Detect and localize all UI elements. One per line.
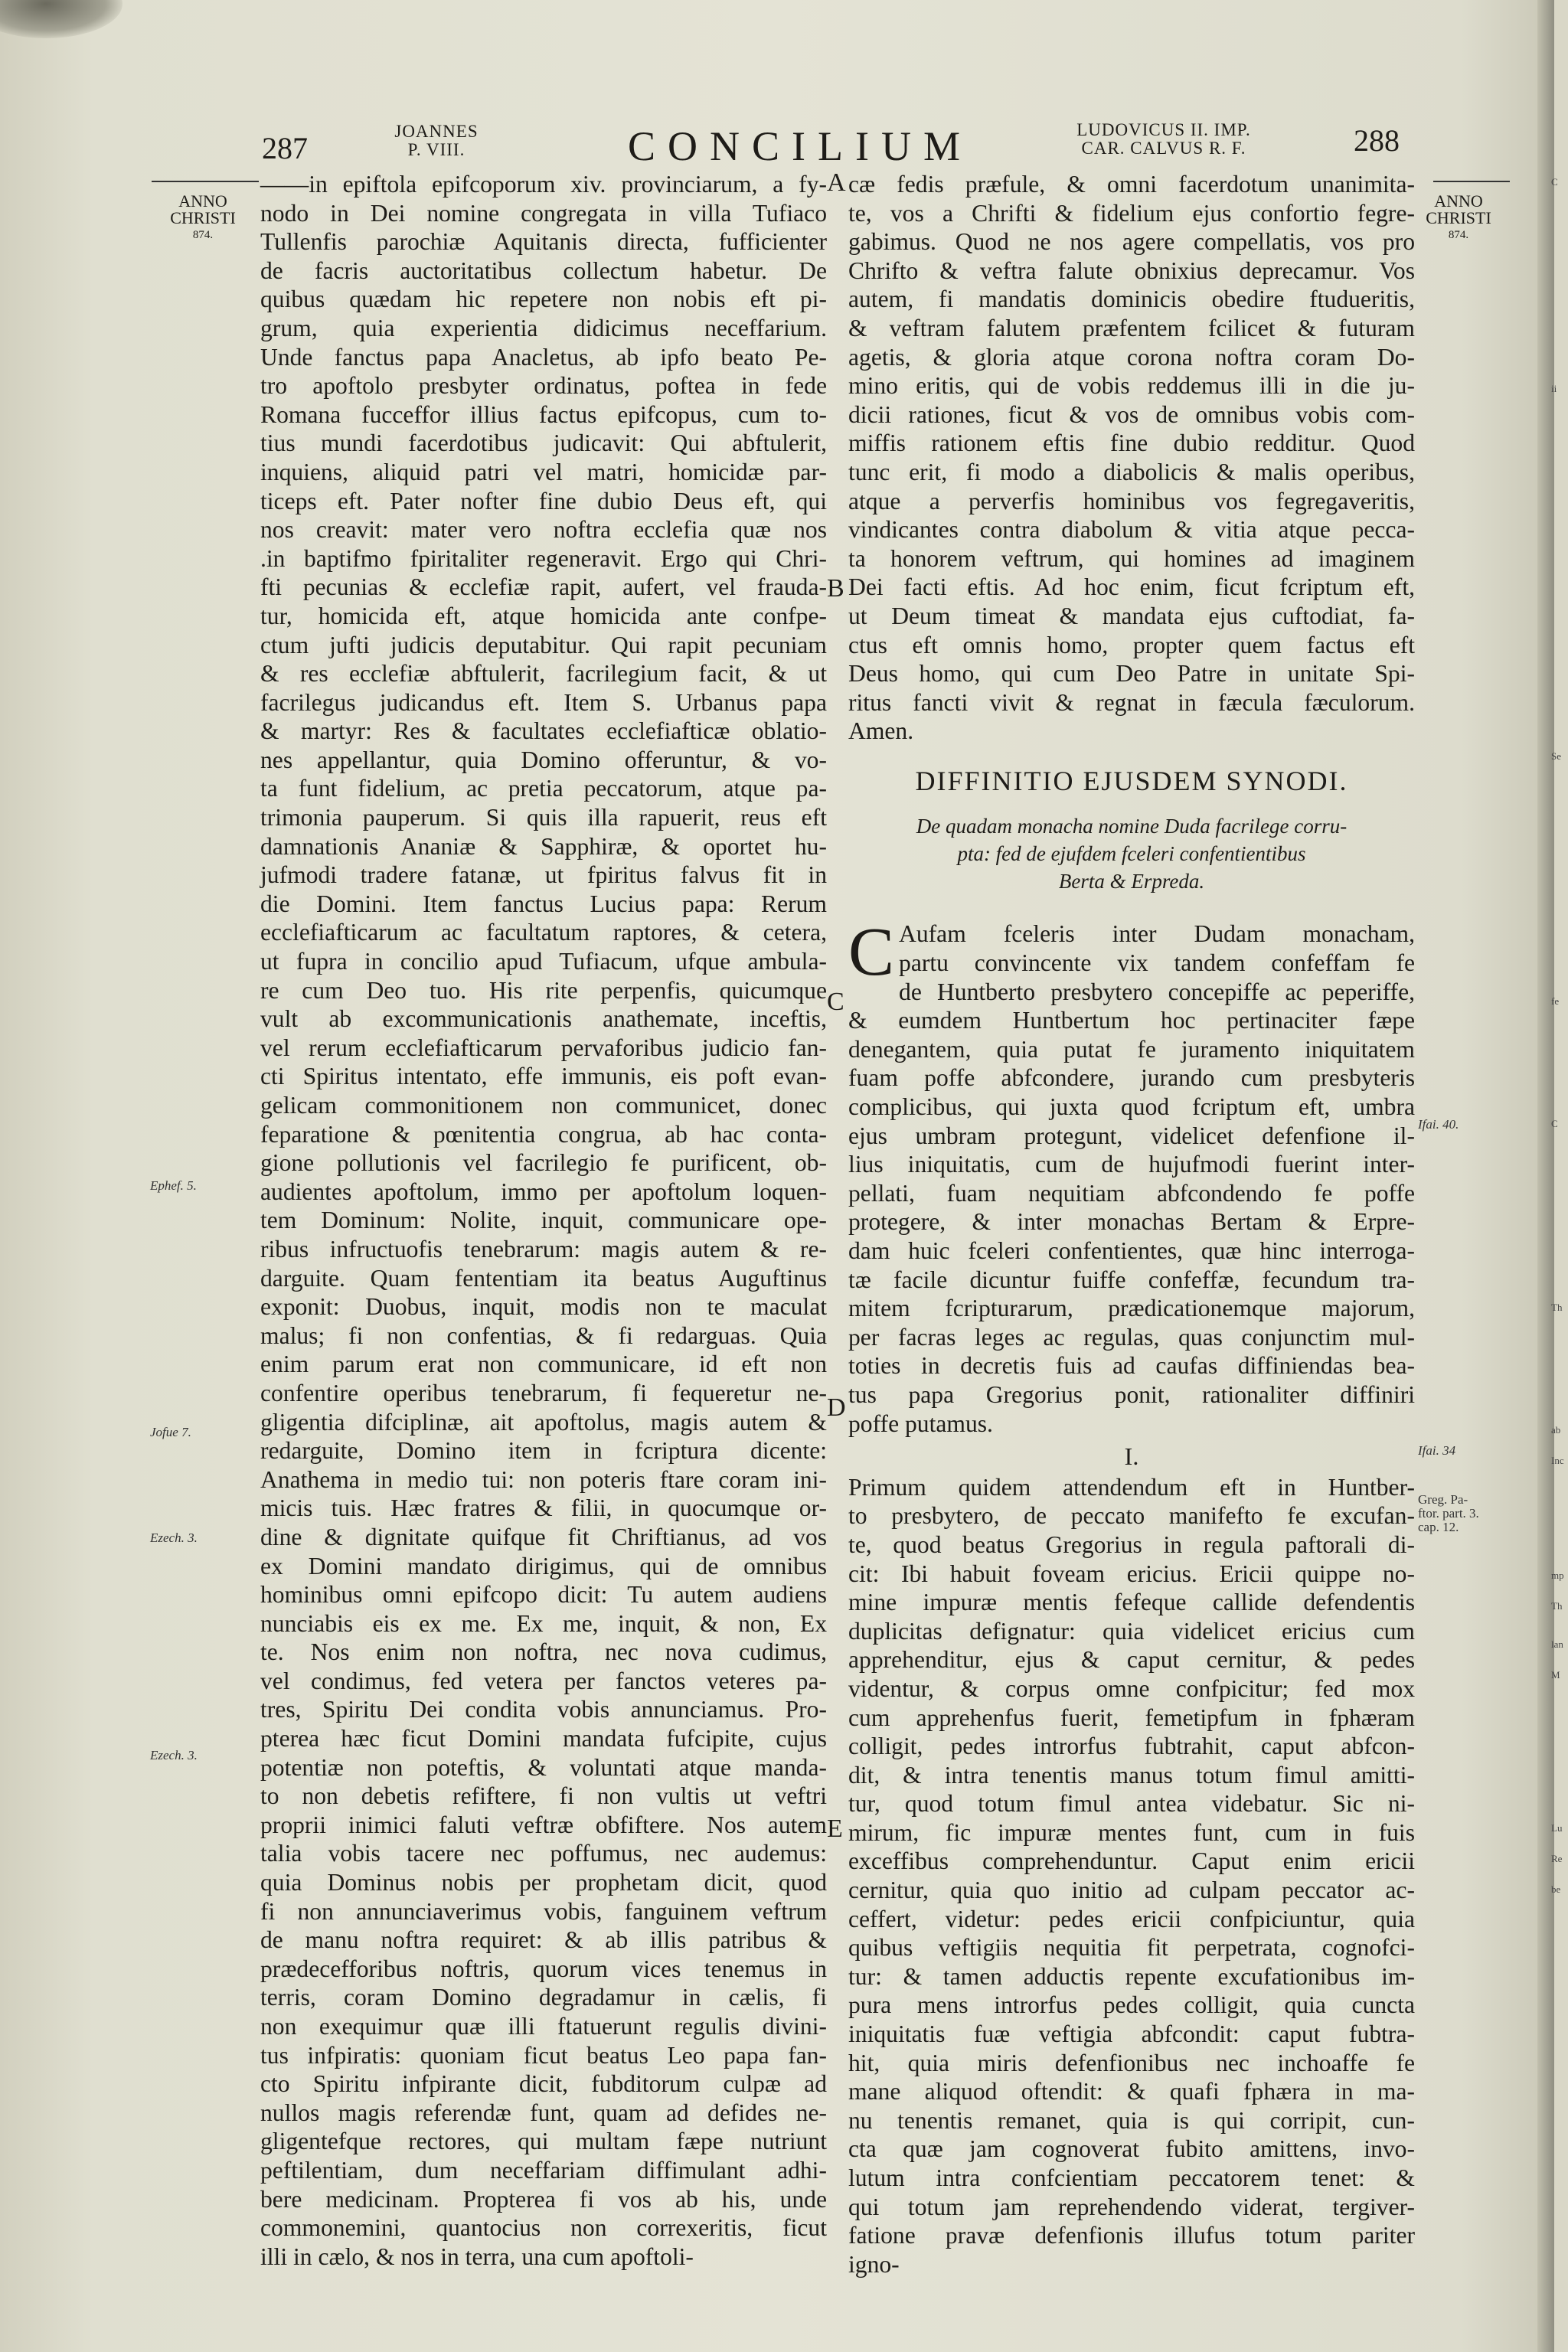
text-line: tres, Spiritu Dei condita vobis annunciamus. Pro- (260, 1696, 827, 1723)
bleed-fragment: M (1551, 1669, 1560, 1681)
header-left-line: JOANNES (394, 122, 479, 141)
subtitle-line: pta: fed de ejufdem fceleri confentientibus (957, 842, 1306, 866)
text-line: poffe putamus. (848, 1410, 993, 1437)
text-line: to presbytero, de peccato manifefto fe excufan- (848, 1502, 1415, 1530)
text-line: apprehenditur, ejus & caput cernitur, & pedes (848, 1646, 1415, 1674)
text-line: cum apprehenfus fuerit, femetipfum in fphæram (848, 1704, 1415, 1731)
text-line: ut Deum timeat & mandata ejus cuftodiat, fa- (848, 602, 1415, 629)
text-line: nes appellantur, quia Domino offeruntur, & vo- (260, 746, 827, 773)
text-line: commonemini, quantocius non correxeritis, ficut (260, 2214, 827, 2242)
text-line: pura mens introrfus pedes colligit, quia cuncta (848, 1991, 1415, 2019)
text-line: protegere, & inter monachas Bertam & Erpre- (848, 1208, 1415, 1236)
text-line: tro apoftolo presbyter ordinatus, poftea in fede (260, 372, 827, 400)
text-line: tur, homicida eft, atque homicida ante confpe- (260, 602, 827, 629)
bleed-fragment: Inc (1551, 1455, 1564, 1466)
text-line: potentiæ non poteftis, & voluntati atque manda- (260, 1753, 827, 1781)
text-line: ritus fancti vivit & regnat in fæcula fæculorum. (848, 688, 1415, 716)
text-line: darguite. Quam fententiam ita beatus Auguftinus (260, 1264, 827, 1292)
text-line: malus; fi non confentias, & fi redarguas. Quia (260, 1321, 827, 1349)
anno-label: CHRISTI (1426, 208, 1491, 227)
anno-year: 874. (1448, 229, 1469, 241)
text-line: lutum intra confcientiam peccatorem tenet: & (848, 2164, 1415, 2191)
bleed-fragment: Se (1551, 750, 1561, 762)
text-line: dine & dignitate quifque fit Chriftianus, ad vos (260, 1523, 827, 1550)
bleed-fragment: Th (1551, 1302, 1563, 1313)
text-line: dicii rationes, ficut & vos de omnibus vobis com- (848, 400, 1415, 428)
text-line: die Domini. Item fanctus Lucius papa: Rerum (260, 890, 827, 917)
bleed-fragment: lan (1551, 1638, 1563, 1650)
text-line: hit, quia miris defenfionibus nec inchoaffe fe (848, 2049, 1415, 2076)
text-line: confentire operibus tenebrarum, fi fequeretur ne- (260, 1379, 827, 1406)
running-header (0, 115, 1554, 168)
text-line: micis tuis. Hæc fratres & filii, in quocumque or- (260, 1494, 827, 1522)
text-line: Anathema in medio tui: non poteris ftare coram ini- (260, 1465, 827, 1493)
text-line: agetis, & gloria atque corona noftra coram Do- (848, 343, 1415, 371)
text-line: tunc erit, fi modo a diabolicis & malis operibus, (848, 458, 1415, 485)
section-letter-e: E (827, 1815, 843, 1843)
text-line: fti pecunias & ecclefiæ rapit, aufert, vel frauda- (260, 573, 827, 601)
text-line: & martyr: Res & facultates ecclefiafticæ oblatio- (260, 717, 827, 745)
text-line: quibus veftigiis nequitia fit perpetrata, cognofci- (848, 1934, 1415, 1962)
text-line: quibus quædam hic repetere non nobis eft pi- (260, 286, 827, 313)
bleed-fragment: C (1551, 1118, 1558, 1129)
text-line: tæ facile dicuntur fuiffe confeffæ, fecundum tra- (848, 1266, 1415, 1293)
text-line: mane aliquod oftendit: & quafi fphæra in ma- (848, 2078, 1415, 2105)
text-line: nu tenentis remanet, quia is qui corripit, cun- (848, 2106, 1415, 2134)
text-line: talia vobis tacere nec poffumus, nec audemus: (260, 1840, 827, 1867)
text-line: Amen. (848, 717, 914, 745)
text-line: mino eritis, qui de vobis reddemus illi in die ju- (848, 372, 1415, 400)
text-line: tur: & tamen adductis repente excufationibus im- (848, 1962, 1415, 1990)
text-line: exceffibus comprehenduntur. Caput enim ericii (848, 1847, 1415, 1875)
text-line: toties in decretis fuis ad caufas diffiniendas bea- (848, 1352, 1415, 1380)
text-line: nunciabis eis ex me. Ex me, inquit, & non, Ex (260, 1609, 827, 1637)
bleed-fragment: ab (1551, 1424, 1561, 1436)
chapter-number: I. (1124, 1442, 1139, 1471)
bleed-fragment: C (1551, 176, 1558, 188)
bleed-fragment: be (1551, 1883, 1561, 1895)
text-line: miffis rationem eftis fine dubio redditur. Quod (848, 430, 1415, 457)
text-line: cti Spiritus intentato, effe immunis, eis poft evan- (260, 1063, 827, 1090)
text-line: ejus umbram protegunt, videlicet defenfione il- (848, 1122, 1415, 1149)
text-line: ut fupra in concilio apud Tufiacum, ufque ambula- (260, 948, 827, 975)
text-line: enim parum erat non communicare, id eft non (260, 1351, 827, 1378)
text-line: damnationis Ananiæ & Sapphiræ, & oportet hu- (260, 832, 827, 860)
header-center-title: CONCILIUM (628, 123, 972, 169)
text-line: terris, coram Domino degradamur in cælis, fi (260, 1984, 827, 2011)
text-line: te, quod beatus Gregorius in regula paftorali di- (848, 1530, 1415, 1558)
text-line: pterea hæc ficut Domini mandata fufcipite, cujus (260, 1725, 827, 1753)
text-line: fatione pravæ defenfionis illufus totum pariter (848, 2222, 1415, 2249)
text-line: complicibus, qui juxta quod fcriptum eft, umbra (848, 1093, 1415, 1121)
text-line: cæ fedis præfule, & omni facerdotum unanimita- (848, 171, 1415, 198)
text-line: vindicantes contra diabolum & vitia atque pecca- (848, 516, 1415, 544)
text-line: & veftram falutem præfentem fcilicet & futuram (848, 314, 1415, 341)
text-line: & eumdem Huntbertum hoc pertinaciter fæpe (848, 1007, 1415, 1034)
margin-note-ephes: Ephef. 5. (150, 1178, 197, 1193)
text-line: cernitur, quia quo initio ad culpam peccator ac- (848, 1877, 1415, 1904)
chapter-one-text (848, 1473, 1415, 2279)
text-line: mine impuræ mentis fefeque callide defendentis (848, 1589, 1415, 1616)
text-line: Chrifto & veftra falute obnixius deprecamur. Vos (848, 256, 1415, 284)
header-left-line: P. VIII. (407, 140, 466, 159)
text-line: tem Dominum: Nolite, inquit, communicare ope- (260, 1207, 827, 1234)
text-line: prædecefforibus noftris, quorum vices tenemus in (260, 1955, 827, 1982)
bleed-fragment: Lu (1551, 1822, 1563, 1834)
text-line: vult ab excommunicationis anathemate, inceftis, (260, 1005, 827, 1033)
text-line: bere medicinam. Propterea fi vos ab his, unde (260, 2185, 827, 2213)
text-line: tus infpiratis: quoniam ficut beatus Leo papa fan- (260, 2041, 827, 2069)
text-line: nodo in Dei nomine congregata in villa Tufiaco (260, 199, 827, 227)
drop-cap: C (848, 914, 895, 991)
diffinitio-text (848, 914, 1415, 1438)
text-line: tius mundi facerdotibus judicavit: Qui abftulerit, (260, 430, 827, 457)
margin-note-josue: Jofue 7. (150, 1425, 191, 1439)
anno-christi-left (161, 193, 245, 243)
text-line: inquiens, aliquid patri vel matri, homicidæ par- (260, 458, 827, 485)
text-line: fuam poffe abfcondere, jurando cum presbyteris (848, 1064, 1415, 1092)
text-line: mitem fcripturarum, prædicationemque majorum, (848, 1295, 1415, 1322)
text-line: cto Spiritu infpirante dicit, fubditorum culpæ ad (260, 2070, 827, 2098)
text-line: nos creavit: mater vero noftra ecclefia quæ nos (260, 516, 827, 544)
anno-year: 874. (192, 229, 214, 241)
text-line: denegantem, quia putat fe juramento iniquitatem (848, 1035, 1415, 1063)
section-letter-c: C (827, 988, 844, 1016)
subtitle-line: Berta & Erpreda. (1058, 870, 1205, 893)
text-line: vel rerum ecclefiafticarum pervaforibus judicio fan- (260, 1034, 827, 1061)
text-line: ctum jufti judicis deputabitur. Qui rapit pecuniam (260, 631, 827, 658)
header-rule-left (152, 181, 259, 182)
diffinitio-paragraph (848, 914, 1415, 1438)
text-line: redarguite, Domino item in fcriptura dicente: (260, 1437, 827, 1465)
bleed-fragment: ii (1551, 383, 1557, 394)
text-line: dit, & intra tenentis manus totum fimul amitti- (848, 1761, 1415, 1788)
margin-note-line: Greg. Pa- (1418, 1492, 1468, 1507)
text-line: dam huic fceleri confentientes, quæ hinc interroga- (848, 1237, 1415, 1264)
text-line: proprii inimici faluti veftræ obfiftere. Nos autem (260, 1811, 827, 1838)
margin-note-isai: Ifai. 34 (1418, 1443, 1456, 1458)
text-line: ceffert, videtur: pedes ericii confpiciuntur, quia (848, 1905, 1415, 1932)
section-letter-a: A (827, 168, 846, 197)
header-rule-right (1433, 181, 1510, 182)
text-line: peftilentiam, dum neceffariam diffimulant adhi- (260, 2156, 827, 2184)
anno-christi-right (1416, 193, 1501, 243)
text-line: & res ecclefiæ abftulerit, facrilegium facit, & ut (260, 660, 827, 688)
text-line: grum, quia experientia didicimus neceffarium. (260, 314, 827, 341)
anno-label: ANNO (178, 191, 227, 211)
text-line: ecclefiafticarum ac facultatum raptores, & cetera, (260, 919, 827, 946)
text-line: Romana fucceffor illius factus epifcopus, cum to- (260, 400, 827, 428)
header-right-line: CAR. CALVUS R. F. (1081, 139, 1246, 158)
text-line: duplicitas defignatur: quia videlicet ericius cum (848, 1617, 1415, 1645)
text-line: trimonia pauperum. Si quis illa rapuerit, reus eft (260, 804, 827, 831)
text-line: te. Nos enim non noftra, nec nova cudimus, (260, 1638, 827, 1666)
margin-note-ezech: Ezech. 3. (150, 1530, 198, 1545)
text-line: non exequimur quæ illi ftatuerunt regulis divini- (260, 2013, 827, 2040)
page-number-left: 287 (262, 131, 308, 165)
text-line: autem, fi mandatis dominicis obedire ftudueritis, (848, 286, 1415, 313)
margin-note-line: ftor. part. 3. (1418, 1506, 1479, 1521)
text-line: gione pollutionis vel facrilegio fe purificent, ob- (260, 1149, 827, 1177)
section-letter-d: D (827, 1393, 846, 1422)
text-line: Aufam fceleris inter Dudam monacham, (899, 920, 1415, 948)
closing-passage (848, 170, 1415, 746)
text-line: ta funt fidelium, ac pretia peccatorum, atque pa- (260, 775, 827, 802)
text-line: gabimus. Quod ne nos agere compellatis, vos pro (848, 228, 1415, 256)
text-line: colligit, pedes introrfus fubtrahit, caput abfcon- (848, 1733, 1415, 1760)
text-line: feparatione & pœnitentia congrua, ab hac conta- (260, 1120, 827, 1148)
text-line: Deus homo, qui cum Deo Patre in unitate Spi- (848, 660, 1415, 688)
text-line: de facris auctoritatibus collectum habetur. De (260, 256, 827, 284)
text-line: qui totum jam reprehendendo viderat, tergiver- (848, 2193, 1415, 2220)
page-number-right: 288 (1354, 123, 1400, 158)
text-line: Dei facti eftis. Ad hoc enim, ficut fcriptum eft, (848, 573, 1415, 601)
bleed-fragment: Th (1551, 1600, 1563, 1612)
text-line: facrilegus judicandus eft. Item S. Urbanus papa (260, 688, 827, 716)
text-line: ta honorem veftrum, qui homines ad imaginem (848, 544, 1415, 572)
text-line: exponit: Duobus, inquit, modis non te maculat (260, 1293, 827, 1321)
text-line: lius iniquitatis, cum de hujufmodi fuerint inter- (848, 1151, 1415, 1178)
text-line: de manu noftra requiret: & ab illis patribus & (260, 1926, 827, 1954)
margin-note-isai: Ifai. 40. (1418, 1117, 1459, 1132)
text-line: ticeps eft. Pater nofter fine dubio Deus eft, qui (260, 487, 827, 514)
section-letter-b: B (827, 574, 844, 603)
bleed-fragment: mp (1551, 1570, 1564, 1581)
text-line: ex Domini mandato dirigimus, qui de omnibus (260, 1552, 827, 1579)
text-line: quia Dominus nobis per prophetam dicit, quod (260, 1869, 827, 1896)
text-line: to non debetis refiftere, fi non vultis ut veftri (260, 1782, 827, 1810)
text-line: Primum quidem attendendum eft in Huntber- (848, 1473, 1415, 1501)
text-line: igno- (848, 2250, 900, 2278)
text-line: .in baptifmo fpiritaliter regeneravit. Ergo qui Chri- (260, 544, 827, 572)
left-text-column (260, 170, 827, 2271)
subtitle-line: De quadam monacha nomine Duda facrilege corru- (916, 815, 1348, 838)
margin-note-ezech: Ezech. 3. (150, 1748, 198, 1762)
text-line: iniquitatis fuæ veftigia abfcondit: caput fubtra- (848, 2020, 1415, 2048)
text-line: pellati, fuam nequitiam abfcondendo fe poffe (848, 1179, 1415, 1207)
text-line: jufmodi tradere fatanæ, ut fpiritus falvus fit in (260, 861, 827, 889)
text-line: tus papa Gregorius ponit, rationaliter diffiniri (848, 1380, 1415, 1408)
text-line: cit: Ibi habuit foveam ericius. Ericii quippe no- (848, 1560, 1415, 1587)
anno-label: CHRISTI (170, 208, 236, 227)
text-line: ribus infructuofis tenebrarum: magis autem & re- (260, 1235, 827, 1263)
margin-note-gregory (1418, 1493, 1479, 1534)
text-line: partu convincente vix tandem confeffam fe (899, 949, 1415, 977)
text-line: nullos magis referendæ funt, quam ad defides ne- (260, 2099, 827, 2126)
section-subtitle (848, 812, 1415, 895)
text-line: vel condimus, fed vetera per fanctos veteres pa- (260, 1667, 827, 1694)
text-line: atque a perverfis hominibus vos fegregaveritis, (848, 487, 1415, 514)
header-right-title (1049, 121, 1279, 158)
text-line: mirum, fic impuræ mentes funt, cum in fuis (848, 1818, 1415, 1846)
text-line: videntur, & corpus omne confpicitur; fed mox (848, 1674, 1415, 1702)
anno-label: ANNO (1434, 191, 1483, 211)
page-gutter-edge (1537, 0, 1554, 2352)
text-line: te, vos a Chrifti & fidelium ejus confortio fegre- (848, 199, 1415, 227)
bleed-fragment: fe (1551, 995, 1560, 1007)
header-right-line: LUDOVICUS II. IMP. (1076, 120, 1251, 139)
text-line: re cum Deo tuo. His rite perpenfis, quicumque (260, 976, 827, 1004)
text-line: ctus eft omnis homo, propter quem factus eft (848, 631, 1415, 658)
text-line: hominibus omni epifcopo dicit: Tu autem audiens (260, 1581, 827, 1609)
text-line: per facras leges ac regulas, quas conjunctim mul- (848, 1323, 1415, 1351)
text-line: audientes apoftolum, immo per apoftolum loquen- (260, 1178, 827, 1205)
text-line: gligentefque rectores, qui multam fæpe nutriunt (260, 2128, 827, 2155)
text-line: cta quæ jam cognoverat fubito amittens, invo- (848, 2135, 1415, 2163)
page-corner-shadow (0, 0, 122, 38)
text-line: fi non annunciaverimus vobis, fanguinem veftrum (260, 1897, 827, 1925)
text-line: Unde fanctus papa Anacletus, ab ipfo beato Pe- (260, 343, 827, 371)
section-title: DIFFINITIO EJUSDEM SYNODI. (915, 765, 1348, 796)
right-text-column (848, 170, 1415, 2278)
margin-note-line: cap. 12. (1418, 1520, 1459, 1534)
text-line: Tullenfis parochiæ Aquitanis directa, fufficienter (260, 228, 827, 256)
text-line: gligentia difciplinæ, ait apoftolus, magis autem & (260, 1408, 827, 1436)
text-line: de Huntberto presbytero concepiffe ac peperiffe, (899, 978, 1415, 1005)
bleed-fragment: Re (1551, 1853, 1563, 1864)
text-line: gelicam commonitionem non communicet, donec (260, 1092, 827, 1119)
text-line: tur, quod totum fimul antea videbatur. Sic ni- (848, 1790, 1415, 1818)
text-line: ——in epiftola epifcoporum xiv. provinciarum, a fy- (260, 171, 827, 198)
header-left-title (375, 122, 498, 159)
text-line: illi in cælo, & nos in terra, una cum apoftoli- (260, 2243, 694, 2270)
